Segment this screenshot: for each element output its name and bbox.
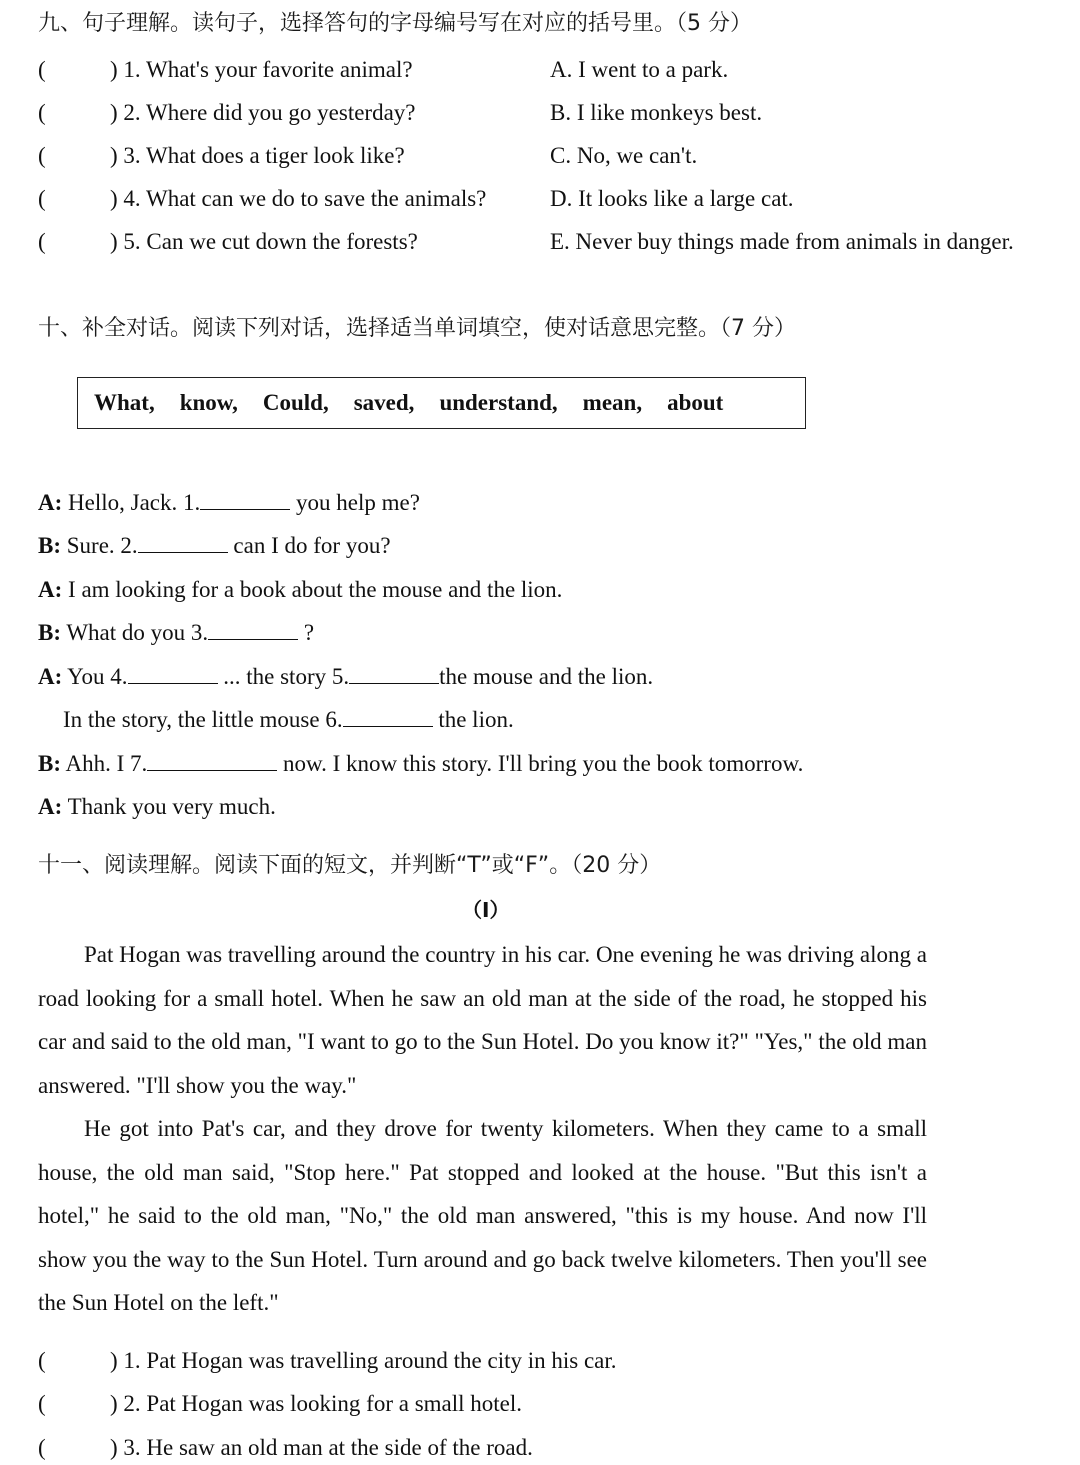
word-bank-item: understand,: [439, 390, 558, 415]
word-bank-item: mean,: [582, 390, 643, 415]
section11-heading: 十一、阅读理解。阅读下面的短文，并判断“T”或“F”。（20 分）: [38, 853, 662, 878]
question-text: ) 1. What's your favorite animal?: [110, 57, 413, 82]
speaker-label: A:: [38, 577, 63, 602]
blank-2[interactable]: [138, 532, 228, 553]
dialogue-text: ?: [298, 620, 315, 645]
passage-paragraph-1: Pat Hogan was travelling around the country in his car. One evening he was driving along a road looking for a small hotel. When he saw an old man at the side of the road, he stopped his car and said to the old man, "I want to go to the Sun Hotel. Do you know it?" "Yes," the old man answered. "I'll show you the way.": [38, 942, 927, 1098]
passage-subtitle: （I）: [462, 898, 510, 922]
blank-4[interactable]: [128, 663, 218, 684]
passage-paragraph-2: He got into Pat's car, and they drove for twenty kilometers. When they came to a small house, the old man said, "Stop here." Pat stopped and looked at the house. "But this isn't a hotel," he said to the old man, "No," the old man answered, "this is my house. And now I'll show you the way to the Sun Hotel. Turn around and go back twelve kilometers. Then you'll see the Sun Hotel on the left.": [38, 1116, 927, 1315]
question-text: ) 3. He saw an old man at the side of the road.: [110, 1435, 533, 1460]
answer-option: D. It looks like a large cat.: [550, 186, 794, 211]
answer-option: A. I went to a park.: [550, 57, 729, 82]
word-bank-item: know,: [179, 390, 238, 415]
dialogue-text: you help me?: [290, 490, 420, 515]
word-bank: [77, 377, 806, 429]
blank-6[interactable]: [343, 706, 433, 727]
tf-row-3: [0, 1434, 1080, 1462]
dialogue-text: What do you 3.: [61, 620, 209, 645]
answer-paren[interactable]: (: [38, 186, 46, 211]
dialogue-text: can I do for you?: [227, 533, 391, 558]
dialogue-text: Ahh. I 7.: [61, 751, 148, 776]
dialogue-text: You 4.: [62, 664, 128, 689]
answer-paren[interactable]: (: [38, 1435, 46, 1460]
dialogue-text: the mouse and the lion.: [439, 664, 654, 689]
answer-paren[interactable]: (: [38, 1391, 46, 1416]
section9-row-3: [0, 142, 1080, 170]
dialogue-line-8: [38, 793, 276, 821]
speaker-label: B:: [38, 751, 61, 776]
dialogue-text: I am looking for a book about the mouse and the lion.: [62, 577, 563, 602]
section9-row-5: [0, 228, 1080, 256]
section10-heading: 十、补全对话。阅读下列对话，选择适当单词填空，使对话意思完整。（7 分）: [38, 316, 796, 341]
dialogue-text: Thank you very much.: [62, 794, 276, 819]
answer-paren[interactable]: (: [38, 100, 46, 125]
dialogue-line-6: [63, 706, 514, 734]
section9-row-4: [0, 185, 1080, 213]
section9-heading: 九、句子理解。读句子，选择答句的字母编号写在对应的括号里。（5 分）: [38, 11, 752, 36]
word-bank-item: about: [667, 390, 724, 415]
dialogue-line-5: [38, 663, 653, 691]
dialogue-text: the lion.: [432, 707, 514, 732]
answer-paren[interactable]: (: [38, 229, 46, 254]
speaker-label: A:: [38, 490, 63, 515]
blank-7[interactable]: [147, 750, 277, 771]
blank-1[interactable]: [200, 489, 290, 510]
word-bank-item: Could,: [262, 390, 329, 415]
speaker-label: B:: [38, 533, 61, 558]
answer-paren[interactable]: (: [38, 1348, 46, 1373]
answer-paren[interactable]: (: [38, 57, 46, 82]
dialogue-text: In the story, the little mouse 6.: [63, 707, 343, 732]
dialogue-text: ... the story 5.: [217, 664, 350, 689]
answer-option: E. Never buy things made from animals in danger.: [550, 229, 1014, 254]
speaker-label: B:: [38, 620, 61, 645]
question-text: ) 1. Pat Hogan was travelling around the city in his car.: [110, 1348, 617, 1373]
question-text: ) 3. What does a tiger look like?: [110, 143, 405, 168]
dialogue-text: Sure. 2.: [61, 533, 138, 558]
section9-row-1: [0, 56, 1080, 84]
question-text: ) 2. Pat Hogan was looking for a small hotel.: [110, 1391, 523, 1416]
dialogue-line-7: [38, 750, 803, 778]
speaker-label: A:: [38, 664, 63, 689]
answer-paren[interactable]: (: [38, 143, 46, 168]
word-bank-item: What,: [94, 390, 155, 415]
dialogue-line-3: [38, 576, 562, 604]
tf-row-2: [0, 1390, 1080, 1418]
word-bank-item: saved,: [353, 390, 415, 415]
tf-row-1: [0, 1347, 1080, 1375]
speaker-label: A:: [38, 794, 63, 819]
question-text: ) 4. What can we do to save the animals?: [110, 186, 487, 211]
dialogue-line-4: [38, 619, 314, 647]
blank-5[interactable]: [349, 663, 439, 684]
dialogue-line-1: [38, 489, 420, 517]
dialogue-text: Hello, Jack. 1.: [62, 490, 201, 515]
dialogue-line-2: [38, 532, 391, 560]
answer-option: C. No, we can't.: [550, 143, 698, 168]
section9-row-2: [0, 99, 1080, 127]
question-text: ) 5. Can we cut down the forests?: [110, 229, 418, 254]
question-text: ) 2. Where did you go yesterday?: [110, 100, 416, 125]
dialogue-text: now. I know this story. I'll bring you the book tomorrow.: [277, 751, 804, 776]
answer-option: B. I like monkeys best.: [550, 100, 763, 125]
blank-3[interactable]: [208, 619, 298, 640]
